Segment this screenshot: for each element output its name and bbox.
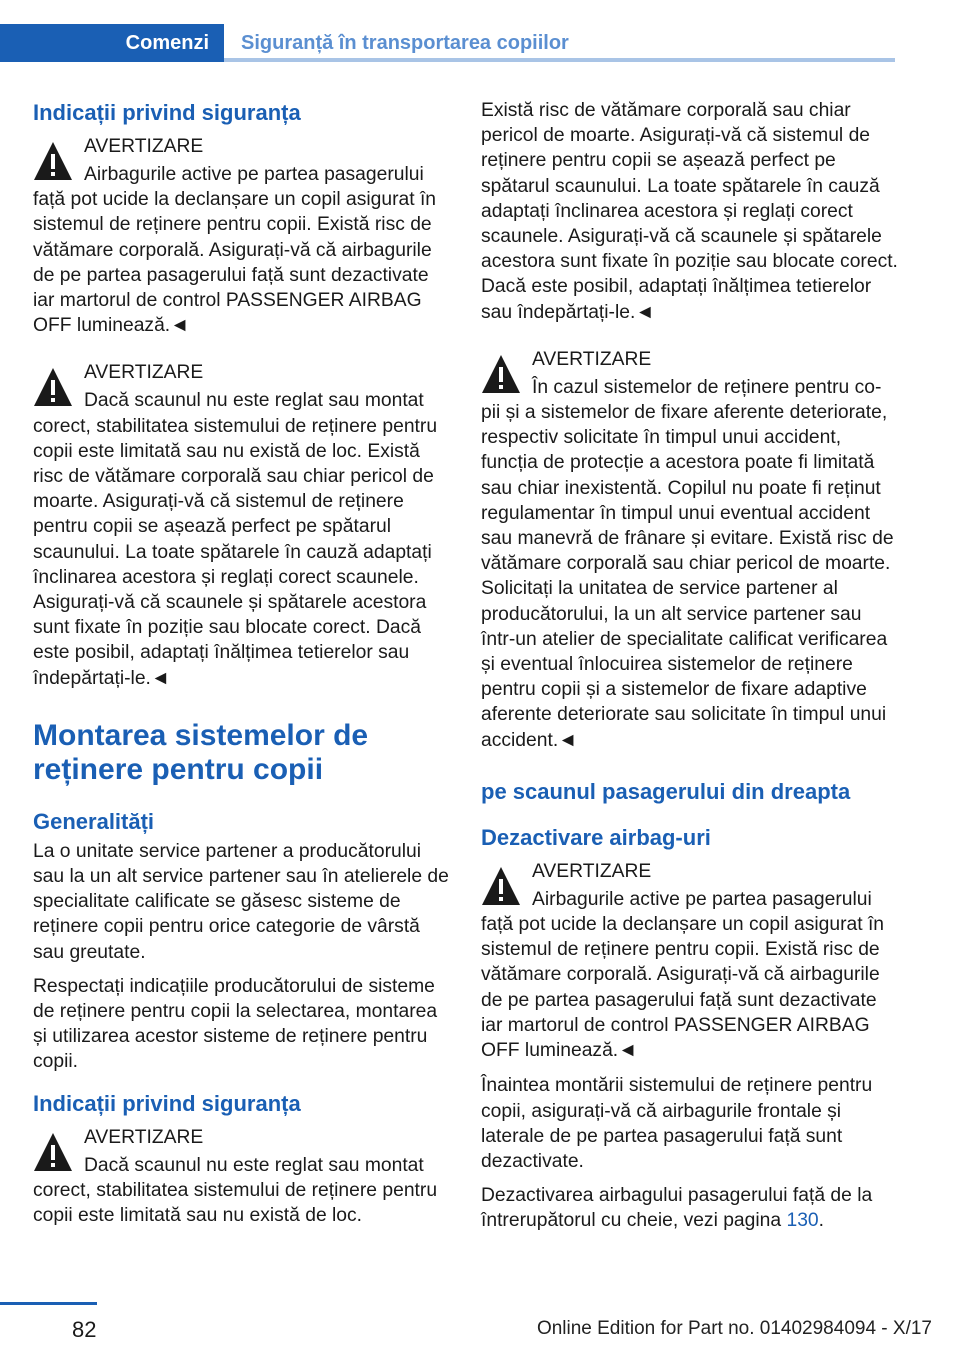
warning-block <box>33 1121 451 1229</box>
footer-divider <box>0 1302 97 1305</box>
warning-block <box>481 343 899 753</box>
heading-passenger-seat: pe scaunul pasagerului din dreapta <box>481 778 851 804</box>
warning-text: față pot ucide la declanșare un copil asigurat în sistemul de reținere pentru copii. Există risc de vătămare corporală. Asigurați-vă că airbagurile de pe partea pasagerului față sunt dezactivate iar martorul de control PASSENGER AIRBAG OFF luminează.◄ <box>33 189 437 337</box>
edition-note: Online Edition for Part no. 01402984094 - X/17 <box>536 1318 932 1339</box>
page-link[interactable]: 130 <box>786 1210 819 1232</box>
warning-text: corect, stabilitatea sistemului de reținere pentru copii este limitată sau nu există de loc. Există risc de vătămare corporală sau chiar pericol de moarte. Asigurați-vă că sistemul de reținere pentru copii se așează perfect pe spătarul scaunului. La toate spătarele în cauză adaptați înclinarea acestora și reglați corect scaunele. Asigurați-vă că scaunele și spătarele acestora sunt fixate în poziție sau blocate corect. Dacă este posibil, adaptați înălțimea tetierelor sau îndepărtați-le.◄ <box>33 415 438 689</box>
warning-label: AVERTIZARE <box>84 362 204 384</box>
warning-text: față pot ucide la declanșare un copil asigurat în sistemul de reținere pentru copii. Există risc de vătămare corporală. Asigurați-vă că airbagurile de pe partea pasagerului față sunt dezactivate iar martorul de control PASSENGER AIRBAG OFF luminează.◄ <box>481 914 885 1062</box>
warning-label: AVERTIZARE <box>532 348 652 370</box>
section-title: Siguranță în transportarea copiilor <box>241 31 569 54</box>
deactivation-text: Dezactivarea airbagului pasagerului față de la întrerupătorul cu cheie, vezi pagina <box>481 1185 873 1232</box>
warning-label: AVERTIZARE <box>532 860 652 882</box>
chapter-tab: Comenzi <box>0 24 224 62</box>
paragraph: Înaintea montării sistemului de reținere pentru copii, asigurați-vă că airbagurile frontale și laterale de pe partea pasagerului față sunt dezactivate. <box>481 1075 873 1172</box>
warning-triangle-icon <box>33 140 73 182</box>
period: . <box>818 1210 824 1232</box>
heading-mounting: Montarea sistemelor de reținere pentru copii <box>33 718 369 786</box>
warning-triangle-icon <box>33 1131 73 1173</box>
warning-block <box>481 855 899 1063</box>
warning-label: AVERTIZARE <box>84 1126 204 1148</box>
header-divider <box>224 58 895 62</box>
warning-label: AVERTIZARE <box>84 136 204 157</box>
heading-general: Generalități <box>33 808 155 834</box>
paragraph-deactivation <box>481 1183 899 1233</box>
warning-block <box>33 356 451 690</box>
warning-text-first: Dacă scaunul nu este reglat sau montat <box>84 390 424 412</box>
warning-text: corect, stabilitatea sistemului de reținere pentru copii este limitată sau nu există de loc. <box>33 1179 438 1227</box>
paragraph: La o unitate service partener a producătorului sau la un alt service partener sau în atelierele de specialitate calificate se găsesc sisteme de reținere copii pentru orice categorie de vârstă sau greutate. <box>33 840 449 963</box>
left-column <box>33 98 451 1238</box>
warning-text-first: Dacă scaunul nu este reglat sau montat <box>84 1154 424 1176</box>
warning-text-first: Airbagurile active pe partea pasagerului <box>84 164 424 185</box>
heading-safety: Indicații privind siguranța <box>33 100 301 125</box>
page-number: 82 <box>72 1317 97 1342</box>
warning-triangle-icon <box>33 366 73 408</box>
page-header <box>0 24 895 62</box>
warning-text: pii și a sistemelor de fixare aferente deteriorate, respectiv solicitate în timpul unui accident, funcția de protecție a acestora poate fi limitată sau chiar inexistentă. Copilul nu poate fi reținut regulamentar în timpul unui eventual accident sau manevră de frânare și evitare. Există risc de vătămare corporală sau chiar pericol de moarte. Solicitați la unitatea de service partener al producătorului, la un alt service partener sau într-un atelier de specialitate calificat verificarea și eventual înlocuirea sistemelor de reținere pentru copii și a sistemelor de fixare adaptive aferente deteriorate sau solicitate în timpul unui accident.◄ <box>481 402 894 751</box>
paragraph-continued: Există risc de vătămare corporală sau chiar pericol de moarte. Asigurați-vă că sistemul de reținere pentru copii se așează perfect pe spătarul scaunului. La toate spătarele în cauză adaptați înclinarea acestora și reglați corect scaunele. Asigurați-vă că scaunele și spătarele acestora sunt fixate în poziție sau blocate corect. Dacă este posibil, adaptați înălțimea tetierelor sau îndepărtați-le.◄ <box>481 100 898 323</box>
right-column <box>481 98 899 1243</box>
warning-triangle-icon <box>481 353 521 395</box>
warning-triangle-icon <box>481 865 521 907</box>
warning-block <box>33 130 451 338</box>
heading-safety-2: Indicații privind siguranța <box>33 1090 301 1116</box>
heading-deactivate-airbags: Dezactivare airbag-uri <box>481 824 711 850</box>
paragraph: Respectați indicațiile producătorului de sisteme de reținere pentru copii la selectarea, montarea și utilizarea acestor sisteme de reținere pentru copii. <box>33 975 438 1073</box>
warning-text-first: Airbagurile active pe partea pasagerului <box>532 888 872 910</box>
warning-text-first: În cazul sistemelor de reținere pentru co- <box>532 376 882 398</box>
